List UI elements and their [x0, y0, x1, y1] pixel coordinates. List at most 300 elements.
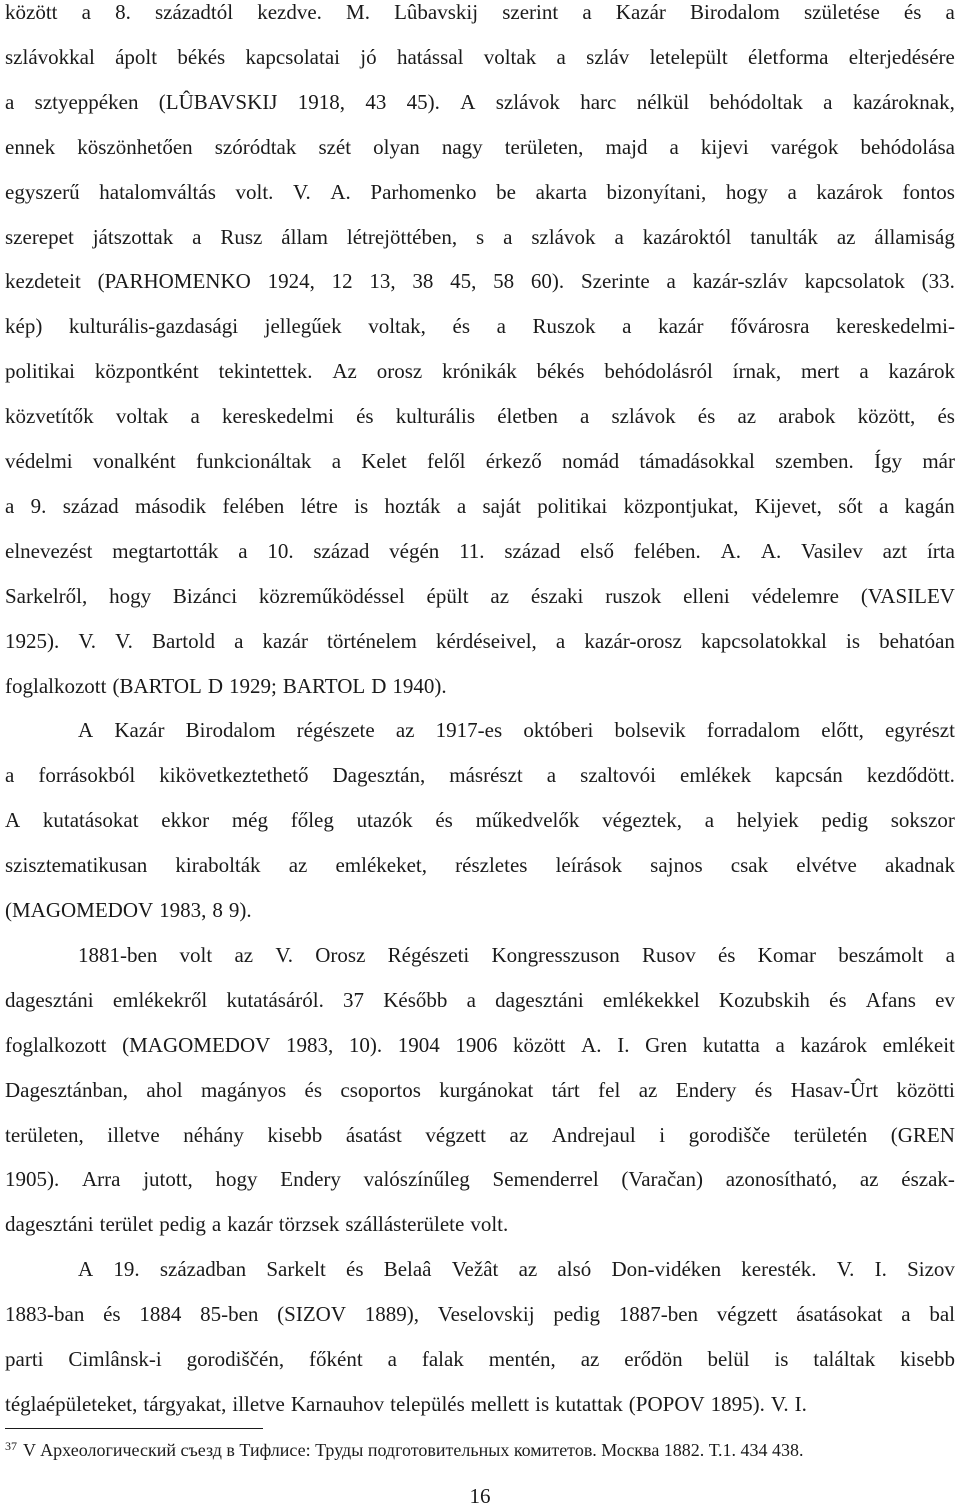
word: 1924,: [267, 269, 315, 294]
word: békés: [177, 44, 226, 69]
word: század: [62, 493, 119, 518]
word: század: [504, 538, 561, 563]
word: Sarkelt: [266, 1257, 326, 1282]
word: szerint: [502, 0, 559, 24]
word: magányos: [200, 1077, 287, 1102]
text-line: [5, 988, 955, 1032]
word: központként: [94, 359, 199, 384]
word: hogy: [215, 1167, 258, 1192]
word: a: [192, 224, 202, 249]
word: szemben.: [775, 449, 854, 473]
word: 9.: [30, 493, 47, 518]
word: század: [313, 538, 370, 563]
text-line: [5, 1033, 955, 1077]
word: 10).: [348, 1032, 383, 1057]
word: szláv: [586, 44, 630, 69]
word: V.: [115, 628, 133, 653]
word: Kelet: [361, 449, 407, 473]
text-line: [78, 718, 955, 762]
word: a: [666, 269, 676, 294]
word: I.: [874, 1257, 887, 1282]
word: az: [836, 224, 856, 249]
word: kulturális-gazdasági: [68, 314, 239, 339]
word: is: [846, 628, 861, 653]
word: és: [903, 0, 922, 24]
word: Endery: [280, 1167, 341, 1192]
word: behatóan: [879, 628, 955, 653]
word: másrészt: [449, 763, 523, 788]
word: politikai: [537, 493, 608, 518]
word: megtartották: [112, 538, 219, 563]
word: területén: [793, 1122, 868, 1147]
word: 85-ben: [200, 1302, 259, 1327]
footnote: [5, 1433, 955, 1463]
word: Kazár: [114, 718, 165, 743]
word: ekkor: [161, 808, 210, 833]
word: nomád: [561, 449, 620, 473]
text-line: [5, 225, 955, 269]
word: funkcionáltak: [195, 449, 312, 473]
word: közreműködéssel: [258, 583, 405, 608]
word: politikai: [5, 359, 75, 384]
word: központjukat,: [623, 493, 739, 518]
word: gorodiščén,: [186, 1347, 285, 1371]
word: jellegűek: [264, 314, 342, 339]
word: 1983,: [159, 898, 207, 922]
word: kisebb: [900, 1347, 955, 1371]
word: kutatta: [702, 1032, 760, 1057]
word: tekintettek.: [218, 359, 313, 384]
word: században: [159, 1257, 247, 1282]
word: a: [211, 1212, 222, 1237]
word: erődön: [624, 1347, 683, 1371]
word: 1940).: [392, 673, 447, 698]
text-line: [5, 853, 955, 897]
word: ruszok: [605, 583, 662, 608]
word: V.: [770, 1391, 789, 1416]
word: között: [513, 1032, 566, 1057]
word: és: [346, 1257, 364, 1282]
word: V.: [836, 1257, 855, 1282]
text-line: [5, 629, 955, 673]
word: a: [496, 314, 506, 339]
word: beszámolt: [838, 942, 924, 967]
word: Orosz: [315, 942, 366, 967]
word: A.: [581, 1032, 602, 1057]
word: alsó: [557, 1257, 592, 1282]
word: (BARTOL: [112, 673, 202, 698]
word: törzsek: [278, 1212, 340, 1237]
word: 1925).: [5, 628, 60, 653]
word: történelem: [327, 628, 417, 653]
word: a: [556, 44, 566, 69]
word: az: [518, 1257, 538, 1282]
word: Cimlânsk-i: [68, 1347, 162, 1371]
word: elnevezést: [5, 538, 93, 563]
word: Így: [874, 449, 903, 473]
word: Ruszok: [532, 314, 596, 339]
word: V.: [78, 628, 97, 653]
word: szaltovói: [580, 763, 656, 788]
text-line: [5, 1167, 955, 1211]
word: a: [622, 314, 632, 339]
word: a: [466, 987, 476, 1012]
word: szlávok: [611, 404, 676, 429]
word: régészete: [296, 718, 375, 743]
text-line: [5, 584, 955, 628]
word: szlávokkal: [5, 44, 95, 69]
word: 37: [343, 987, 365, 1012]
word: támadásokkal: [639, 449, 755, 473]
word: 1905).: [5, 1167, 60, 1192]
word: s: [476, 224, 485, 249]
word: Hasav-Ûrt: [790, 1077, 879, 1102]
word: nagy: [441, 134, 483, 159]
page-number: 16: [469, 1484, 491, 1508]
word: és: [452, 314, 471, 339]
word: orosz: [376, 359, 423, 384]
word: fontos: [902, 179, 955, 204]
word: akadnak: [885, 853, 955, 878]
word: végén: [389, 538, 440, 563]
word: Parhomenko: [370, 179, 477, 204]
word: és: [829, 987, 847, 1012]
word: keresték.: [741, 1257, 817, 1282]
word: A: [78, 1257, 94, 1282]
text-line: [5, 1302, 955, 1346]
word: ahol: [146, 1077, 183, 1102]
word: köszönhetően: [77, 134, 193, 159]
word: forrásokból: [38, 763, 136, 788]
word: behódolása: [860, 134, 955, 159]
word: 13,: [369, 269, 396, 294]
word: (33.: [921, 269, 955, 294]
word: voltak,: [368, 314, 426, 339]
word: Vežât: [451, 1257, 499, 1282]
word: a: [945, 942, 955, 967]
word: felől: [427, 449, 466, 473]
word: a: [945, 0, 955, 24]
word: ápolt: [115, 44, 158, 69]
text-line: [5, 314, 955, 358]
word: és: [754, 1077, 773, 1102]
word: akarta: [535, 179, 587, 204]
word: (VASILEV: [860, 583, 955, 608]
word: felében.: [633, 538, 701, 563]
text-line: [5, 404, 955, 448]
word: kazár-orosz: [584, 628, 682, 653]
word: 19.: [113, 1257, 140, 1282]
word: Birodalom: [185, 718, 276, 743]
word: ásatásokat: [796, 1302, 883, 1327]
word: játszottak: [92, 224, 174, 249]
word: belül: [707, 1347, 750, 1371]
word: 1889),: [364, 1302, 419, 1327]
word: a: [859, 359, 869, 384]
word: is: [774, 1347, 789, 1371]
word: 1904: [397, 1032, 440, 1057]
word: észak-: [901, 1167, 955, 1192]
word: a: [704, 808, 715, 833]
word: (PARHOMENKO: [97, 269, 251, 294]
word: kapcsolatokkal: [700, 628, 827, 653]
word: 45).: [406, 89, 440, 114]
word: Sizov: [907, 1257, 955, 1282]
word: behódolásról: [604, 359, 713, 384]
word: illetve: [232, 1391, 285, 1416]
word: 1929;: [229, 673, 277, 698]
word: 1983,: [285, 1032, 334, 1057]
word: életben: [497, 404, 558, 429]
word: Kongresszuson: [491, 942, 620, 967]
word: behódoltak: [709, 89, 803, 114]
word: Kazár: [615, 0, 666, 24]
text-line: [5, 1392, 955, 1436]
word: írta: [926, 538, 955, 563]
word: vonalként: [92, 449, 176, 473]
word: helyiek: [736, 808, 799, 833]
word: kazároktól: [642, 224, 732, 249]
word: 8: [212, 898, 223, 922]
text-line: [5, 0, 955, 44]
word: M.: [346, 0, 370, 24]
word: olyan: [373, 134, 420, 159]
word: (MAGOMEDOV: [5, 898, 154, 922]
word: 1918,: [297, 89, 345, 114]
word: kereskedelmi: [221, 404, 334, 429]
word: kazár: [658, 314, 704, 339]
word: téglaépületeket,: [5, 1391, 138, 1416]
word: védelemre: [751, 583, 840, 608]
footnote-text: V Археологический съезд в Тифлисе: Труды подготовительных комитетов. Москва 1882. Т.1. 434 438.: [23, 1440, 804, 1460]
word: hogy: [725, 179, 768, 204]
word: létre: [300, 493, 338, 518]
word: (MAGOMEDOV: [122, 1032, 271, 1057]
word: település: [390, 1391, 465, 1416]
word: a: [546, 763, 557, 788]
word: mentén,: [488, 1347, 556, 1371]
word: az: [288, 853, 308, 878]
word: a: [5, 89, 15, 114]
word: kazár-szláv: [692, 269, 788, 294]
word: 1881-ben: [78, 942, 158, 967]
word: Veselovskij: [437, 1302, 535, 1327]
word: V.: [275, 942, 294, 967]
word: végzett: [716, 1302, 778, 1327]
word: kazárok: [800, 1032, 867, 1057]
word: 9).: [228, 898, 252, 922]
word: Lûbavskij: [394, 0, 479, 24]
word: emlékekről: [112, 987, 208, 1012]
word: kulturális: [395, 404, 476, 429]
word: Rusz: [220, 224, 263, 249]
word: I.: [794, 1391, 807, 1416]
word: kazárok: [888, 359, 955, 384]
word: jó: [360, 44, 377, 69]
word: ásatást: [345, 1122, 402, 1147]
word: az: [737, 404, 757, 429]
word: emlékekkel: [602, 987, 700, 1012]
word: I.: [617, 1032, 630, 1057]
word: kazárok: [816, 179, 883, 204]
word: foglalkozott: [5, 673, 107, 698]
word: mert: [800, 359, 840, 384]
word: Belaâ: [383, 1257, 432, 1282]
word: A.: [330, 179, 351, 204]
word: Endery: [675, 1077, 737, 1102]
word: békés: [536, 359, 585, 384]
word: műkedvelők: [475, 808, 580, 833]
word: kazár: [262, 628, 308, 653]
word: hatalomváltás: [99, 179, 216, 204]
word: sőt: [838, 493, 863, 518]
word: a: [614, 224, 624, 249]
text-line: [5, 449, 955, 493]
word: A: [5, 808, 21, 833]
text-line: [5, 494, 955, 538]
word: a: [234, 628, 244, 653]
footnote-number: 37: [5, 1439, 17, 1453]
word: arabok: [778, 404, 836, 429]
text-line: [78, 1257, 955, 1301]
footnote-divider: [5, 1428, 263, 1429]
word: majd: [605, 134, 648, 159]
word: Rusov: [642, 942, 696, 967]
word: második: [134, 493, 207, 518]
word: elvétve: [796, 853, 857, 878]
word: 1895).: [710, 1391, 765, 1416]
word: kirabolták: [175, 853, 261, 878]
word: pedig: [159, 1212, 206, 1237]
word: a: [238, 538, 248, 563]
word: Régészeti: [387, 942, 470, 967]
word: kép): [5, 314, 43, 339]
word: (POPOV: [628, 1391, 705, 1416]
word: védelmi: [5, 449, 73, 473]
word: kutatásokat: [42, 808, 139, 833]
word: Birodalom: [690, 0, 780, 24]
word: volt.: [235, 179, 274, 204]
word: előtt,: [821, 718, 864, 743]
word: Komar: [757, 942, 816, 967]
word: a: [582, 0, 592, 24]
word: 1884: [139, 1302, 182, 1327]
word: és: [356, 404, 374, 429]
word: a: [331, 449, 342, 473]
word: 1883-ban: [5, 1302, 85, 1327]
word: krónikák: [442, 359, 517, 384]
word: 45,: [450, 269, 477, 294]
word: kereskedelmi-: [836, 314, 955, 339]
word: pedig: [553, 1302, 600, 1327]
word: nélkül: [636, 89, 690, 114]
word: az: [395, 718, 415, 743]
word: egyrészt: [884, 718, 955, 743]
word: dagesztáni: [5, 987, 94, 1012]
word: államiság: [874, 224, 955, 249]
word: szét: [318, 134, 352, 159]
word: kapcsán: [775, 763, 843, 788]
word: és: [937, 404, 955, 429]
word: területen,: [504, 134, 584, 159]
text-line: [5, 674, 955, 718]
word: a: [503, 224, 513, 249]
word: között: [5, 0, 58, 24]
word: A: [78, 718, 94, 743]
text-line: [5, 90, 955, 134]
word: fővárosra: [730, 314, 810, 339]
text-line: [5, 763, 955, 807]
word: írnak,: [732, 359, 782, 384]
word: (SIZOV: [277, 1302, 346, 1327]
word: létrejöttében,: [346, 224, 458, 249]
word: illetve: [107, 1122, 160, 1147]
word: Kijevet,: [754, 493, 822, 518]
word: közötti: [896, 1077, 955, 1102]
word: kurgánokat: [439, 1077, 534, 1102]
word: végeztek,: [602, 808, 682, 833]
word: elterjedésére: [848, 44, 955, 69]
word: az: [490, 583, 510, 608]
word: foglalkozott: [5, 1032, 107, 1057]
word: bal: [929, 1302, 955, 1327]
word: BARTOL: [282, 673, 366, 698]
text-line: [5, 539, 955, 583]
word: a: [787, 179, 797, 204]
word: Kozubskih: [718, 987, 810, 1012]
word: pedig: [821, 808, 868, 833]
word: gorodišče: [688, 1122, 771, 1147]
word: terület: [99, 1212, 154, 1237]
word: az: [859, 1167, 879, 1192]
word: a: [456, 493, 467, 518]
word: születése: [804, 0, 880, 24]
word: századtól: [154, 0, 234, 24]
word: falak: [421, 1347, 464, 1371]
word: Semenderrel: [492, 1167, 599, 1192]
word: A.: [720, 538, 742, 563]
word: első: [580, 538, 614, 563]
word: A: [460, 89, 476, 114]
word: szisztematikusan: [5, 853, 148, 878]
word: kagán: [904, 493, 955, 518]
word: forradalom: [706, 718, 801, 743]
word: 8.: [115, 0, 131, 24]
word: kérdéseivel,: [435, 628, 537, 653]
word: varégok: [770, 134, 839, 159]
word: szállásterülete: [345, 1212, 465, 1237]
word: szóródtak: [214, 134, 297, 159]
word: saját: [482, 493, 521, 518]
word: azonosítható,: [725, 1167, 838, 1192]
word: ennek: [5, 134, 56, 159]
word: voltak: [115, 404, 169, 429]
word: (LÛBAVSKIJ: [158, 89, 278, 114]
word: 58: [493, 269, 515, 294]
word: felében: [222, 493, 285, 518]
word: főleg: [290, 808, 334, 833]
word: Szerinte: [580, 269, 650, 294]
word: a: [190, 404, 200, 429]
word: tárgyakat,: [143, 1391, 227, 1416]
word: a: [5, 763, 15, 788]
word: állam: [281, 224, 328, 249]
word: 1887-ben: [618, 1302, 699, 1327]
word: sokszor: [890, 808, 955, 833]
word: a: [669, 134, 679, 159]
word: kazár: [227, 1212, 273, 1237]
word: csak: [730, 853, 769, 878]
